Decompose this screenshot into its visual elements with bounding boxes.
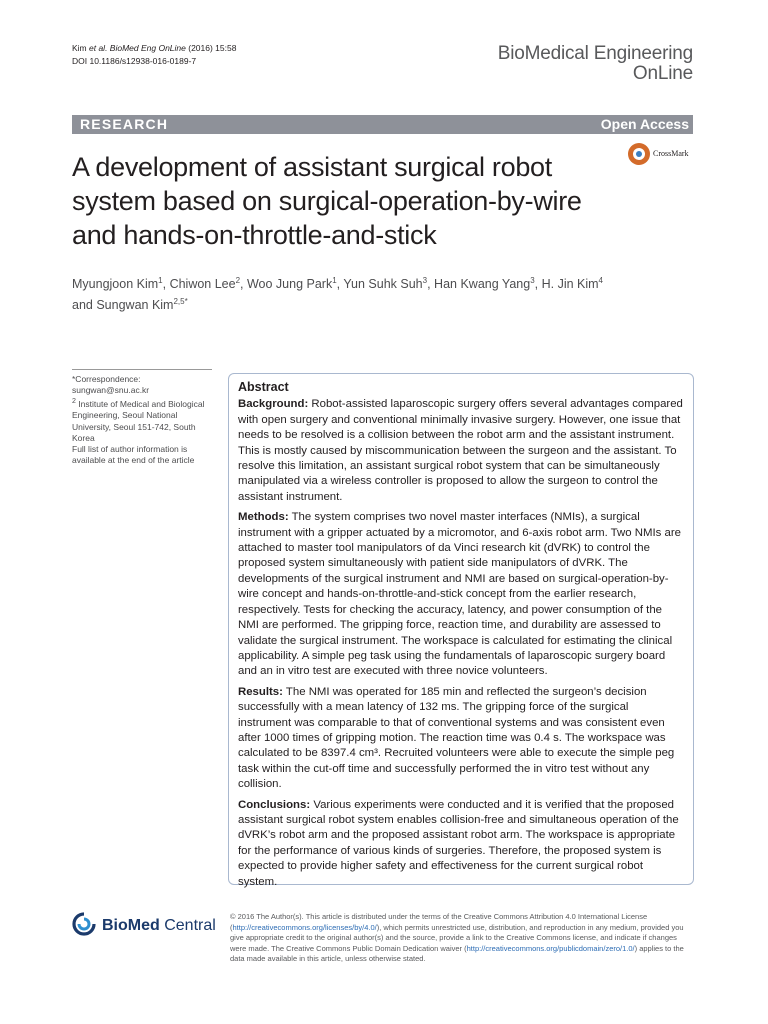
- journal-name: [498, 44, 693, 84]
- section-text: The system comprises two novel master interfaces (NMIs), a surgical instrument with a gripper actuated by a micromotor, and 6-axis robot arm. Two NMIs are attached to master tool manipulators of da Vinci research kit (dVRK) to control the proposed system simultaneously with patient side manipulators of dVRK. The developments of the surgical instrument and NMI are based on surgical-operation-by-wire concept and hands-on-throttle-and-stick concept from the earlier research, respectively. Tests for checking the accuracy, latency, and power consumption of the NMI are performed. The gripping force, reaction time, and durability are assessed to validate the surgical instrument. The workspace is calculated for estimating the clinical applicability. A simple peg task using the fundamentals of laparoscopic surgery board and an in vitro test are executed with three novice volunteers.: [238, 511, 681, 678]
- author: Woo Jung Park: [246, 277, 333, 292]
- affiliation-text: Institute of Medical and Biological Engineering, Seoul National University, Seoul 151-742, South Korea: [72, 399, 205, 443]
- logo-bio: BioMed: [102, 917, 160, 934]
- correspondence-sidebar: [72, 369, 212, 466]
- abstract-box: [228, 373, 694, 888]
- crossmark-label: CrossMark: [653, 149, 689, 158]
- section-text: Robot-assisted laparoscopic surgery offers several advantages compared with open surgery and conventional minimally invasive surgery. However, one issue that needs to be resolved is a collision between the robot arm and the assistant instrument. This is mostly caused by miscommunication between the surgeon and the assistant. To resolve this limitation, an assistant surgical robot system that can be simultaneously manipulated via a wireless controller is proposed to allow the surgeon to control the assistant instrument.: [238, 398, 683, 503]
- citation-header: [72, 42, 236, 68]
- crossmark-badge[interactable]: [628, 143, 698, 167]
- section-label: Background:: [238, 398, 309, 411]
- affiliation: [72, 396, 212, 444]
- citation-authors: Kim: [72, 43, 87, 53]
- open-access-label: Open Access: [600, 116, 689, 132]
- abstract-methods: [238, 510, 684, 679]
- abstract-background: [238, 397, 684, 505]
- abstract-conclusions: [238, 798, 684, 890]
- correspondence-label: *Correspondence:: [72, 374, 141, 384]
- biomed-central-icon: [72, 912, 96, 936]
- author-info-note: Full list of author information is available at the end of the article: [72, 444, 195, 466]
- citation-journal: et al. BioMed Eng OnLine: [86, 43, 186, 53]
- abstract-results: [238, 685, 684, 793]
- section-label: Results:: [238, 685, 283, 698]
- license-part: ), which permits unrestricted use, distribution, and reproduction in any medium, provided you give appropriate credit to the original author(s) and the source, provide a link to the Creative Commons license, and indicate if changes were made. The Creative Commons Public Domain Dedication waiver (: [230, 922, 684, 953]
- author-affiliation-mark: 4: [598, 276, 603, 285]
- license-text: [230, 912, 694, 965]
- author-affiliation-mark: 2,5*: [173, 297, 188, 307]
- article-type-label: RESEARCH: [80, 116, 169, 132]
- abstract-heading: Abstract: [238, 380, 289, 394]
- author: H. Jin Kim: [541, 277, 599, 292]
- author-affiliation-mark: 1: [332, 276, 337, 285]
- author-affiliation-mark: 3: [422, 276, 428, 285]
- author: Myungjoon Kim: [72, 277, 159, 292]
- journal-name-line1: BioMedical Engineering: [497, 43, 693, 64]
- author: Han Kwang Yang: [434, 277, 531, 292]
- section-label: Methods:: [238, 511, 289, 524]
- author-affiliation-mark: 1: [158, 276, 163, 285]
- journal-name-line2: OnLine: [632, 63, 693, 84]
- author-list: Myungjoon Kim$^1$, Chiwon Lee$^2$, Woo Jung Park$^1$, Yun Suhk Suh$^3$, Han Kwang Yang$^3$, H. Jin Kim$^4$ and Sungwan Kim$^{2,5*}$: [72, 276, 603, 313]
- citation-year: (2016) 15:58: [185, 43, 237, 53]
- doi: DOI 10.1186/s12938-016-0189-7: [72, 56, 197, 66]
- license-part: ) applies to the data made available in this article, unless otherwise stated.: [230, 943, 684, 964]
- author: Yun Suhk Suh: [343, 277, 423, 292]
- license-link[interactable]: http://creativecommons.org/licenses/by/4.0/: [232, 922, 377, 932]
- author-affiliation-mark: 2: [235, 276, 241, 285]
- license-part: © 2016 The Author(s). This article is distributed under the terms of the Creative Commons Attribution 4.0 International License (: [230, 912, 648, 932]
- section-label: Conclusions:: [238, 798, 311, 811]
- biomed-central-logo[interactable]: [72, 908, 222, 944]
- section-text: Various experiments were conducted and it is verified that the proposed assistant surgical robot system enables collision-free and simultaneous operation of the dVRK’s robot arm and the proposed assistant robot arm. The workspace is appropriate for the performance of various kinds of surgeries. Therefore, the proposed system is expected to provide higher safety and effectiveness for the current surgical robot system.: [238, 798, 679, 888]
- author: Sungwan Kim: [96, 298, 174, 313]
- correspondence-email[interactable]: sungwan@snu.ac.kr: [72, 385, 150, 396]
- section-text: The NMI was operated for 185 min and reflected the surgeon’s decision successfully with a mean latency of 132 ms. The gripping force of the surgical instrument was comparable to that of conventional systems and was consistent even after 1000 times of gripping motion. The reaction time was 0.4 s. The workspace was calculated to be 8397.4 cm³. Recruited volunteers were able to execute the simple peg task within the cut-off time and successfully performed the in vitro test without any collision.: [238, 685, 675, 791]
- cc0-link[interactable]: http://creativecommons.org/publicdomain/zero/1.0/: [466, 943, 635, 953]
- author-affiliation-mark: 3: [530, 276, 535, 285]
- article-title: A development of assistant surgical robot system based on surgical-operation-by-wire and hands-on-throttle-and-stick: [72, 152, 582, 250]
- affiliation-mark: 2: [72, 397, 76, 406]
- article-type-band: [72, 115, 693, 134]
- author: Chiwon Lee: [169, 277, 236, 292]
- logo-central: Central: [159, 917, 216, 934]
